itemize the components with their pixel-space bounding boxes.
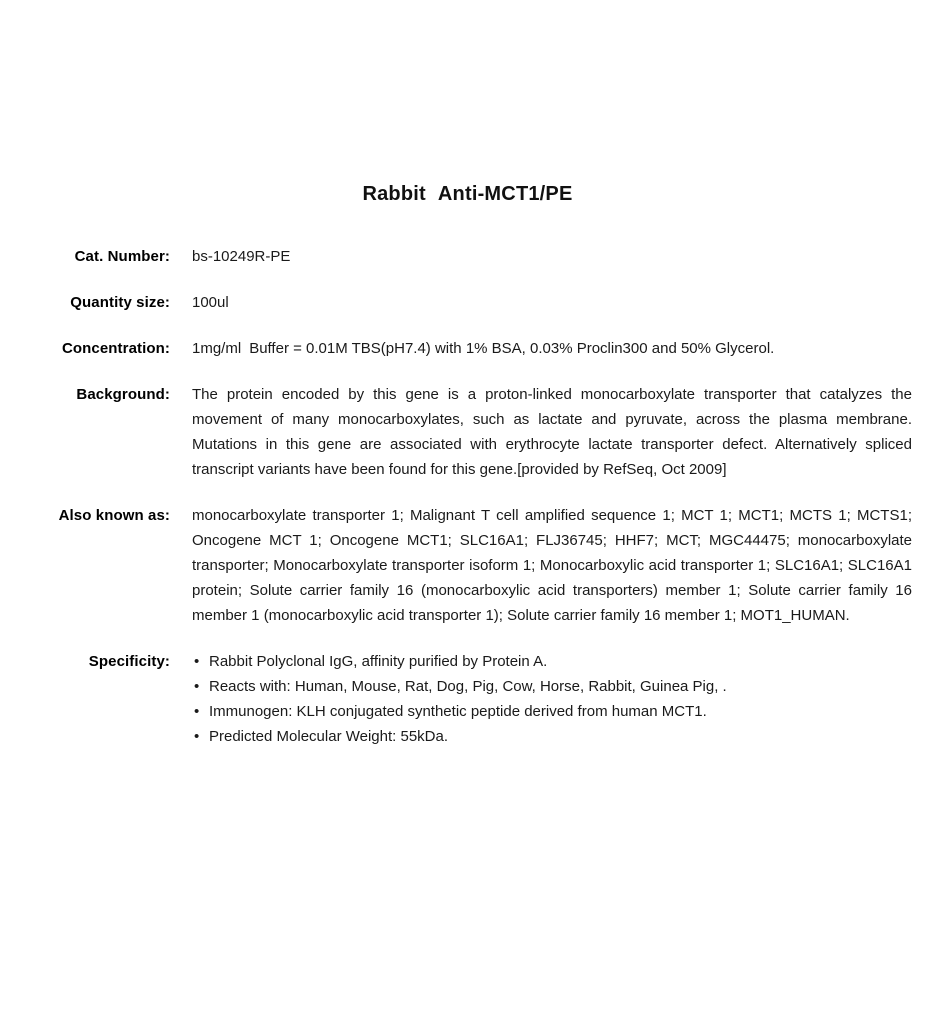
field-row-cat-number bbox=[0, 244, 935, 269]
field-row-concentration bbox=[0, 336, 935, 361]
specificity-item-igg: • Rabbit Polyclonal IgG, affinity purified by Protein A. bbox=[192, 649, 912, 674]
field-value-concentration bbox=[192, 336, 912, 361]
concentration-amount: 1mg/ml bbox=[192, 340, 242, 357]
page-title: Rabbit Anti-MCT1/PE bbox=[362, 183, 573, 205]
field-row-background bbox=[0, 382, 935, 482]
field-label-specificity: Specificity: bbox=[88, 653, 170, 670]
concentration-buffer: Buffer = 0.01M TBS(pH7.4) with 1% BSA, 0.03% Proclin300 and 50% Glycerol. bbox=[249, 340, 775, 357]
field-label-background: Background: bbox=[76, 386, 170, 403]
field-row-quantity-size bbox=[0, 290, 935, 315]
field-value-cat-number: bs-10249R-PE bbox=[192, 248, 291, 265]
field-value-also-known-as: monocarboxylate transporter 1; Malignant T cell amplified sequence 1; MCT 1; MCT1; MCTS 1; MCTS1; Oncogene MCT 1; Oncogene MCT1; SLC16A1; FLJ36745; HHF7; MCT; MGC44475; monocarboxylate transporter; Monocarboxylate transporter isoform 1; Monocarboxylic acid transporter 1; SLC16A1; SLC16A1 protein; Solute carrier family 16 (monocarboxylic acid transporters) member 1; Solute carrier family 16 member 1 (monocarboxylic acid transporter 1); Solute carrier family 16 member 1; MOT1_HUMAN. bbox=[192, 507, 912, 624]
field-label-also-known-as: Also known as: bbox=[58, 507, 170, 524]
field-label-cat-number: Cat. Number: bbox=[74, 248, 170, 265]
field-label-quantity-size: Quantity size: bbox=[70, 294, 170, 311]
specificity-item-molecular-weight: • Predicted Molecular Weight: 55kDa. bbox=[192, 724, 912, 749]
field-label-concentration: Concentration: bbox=[61, 340, 170, 357]
field-row-specificity bbox=[0, 649, 935, 749]
specificity-list bbox=[192, 649, 912, 749]
field-value-specificity bbox=[192, 649, 912, 749]
field-value-background: The protein encoded by this gene is a proton-linked monocarboxylate transporter that catalyzes the movement of many monocarboxylates, such as lactate and pyruvate, across the plasma membrane. Mutations in this gene are associated with erythrocyte lactate transporter defect. Alternatively spliced transcript variants have been found for this gene.[provided by RefSeq, Oct 2009] bbox=[192, 386, 912, 478]
specificity-item-reacts-with: • Reacts with: Human, Mouse, Rat, Dog, Pig, Cow, Horse, Rabbit, Guinea Pig, . bbox=[192, 674, 912, 699]
field-row-also-known-as bbox=[0, 503, 935, 628]
field-value-quantity-size: 100ul bbox=[192, 294, 229, 311]
specificity-item-immunogen: • Immunogen: KLH conjugated synthetic peptide derived from human MCT1. bbox=[192, 699, 912, 724]
